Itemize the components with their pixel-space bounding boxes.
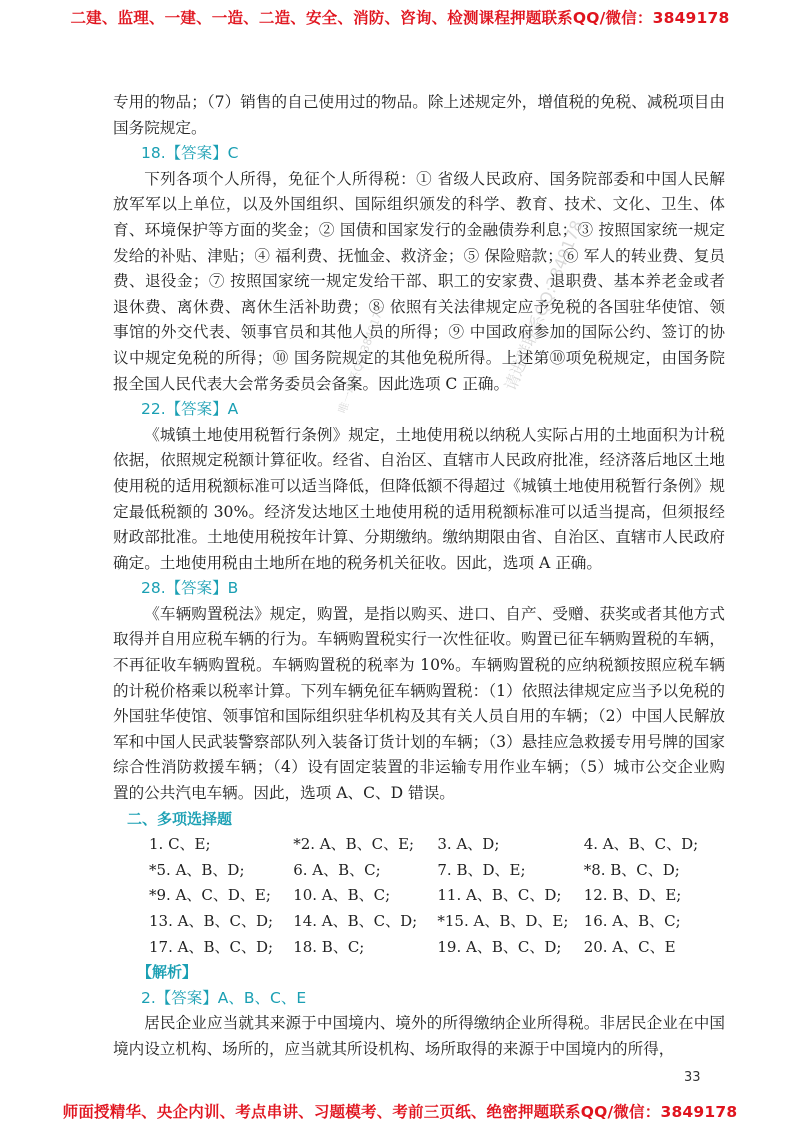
mc-answer: *8. B、C、D; — [583, 860, 680, 879]
paragraph-22: 《城镇土地使用税暂行条例》规定，土地使用税以纳税人实际占用的土地面积为计税依据，依照规定税额计算征收。经省、自治区、直辖市人民政府批准，经济落后地区土地使用税的适用税额标准可以适当降低，但降低额不得超过《城镇土地使用税暂行条例》规定最低税额的 30%。经济发达地区土地使用税的适用税额标准可以适当提高，但须报经财政部批准。土地使用税按年计算、分期缴纳。缴纳期限由省、自治区、直辖市人民政府确定。土地使用税由土地所在地的税务机关征收。因此，选项 A 正确。 — [113, 425, 725, 572]
mc-answer: 6. A、B、C; — [293, 860, 381, 879]
page-number: 33 — [684, 1070, 701, 1085]
mc-answer: 18. B、C; — [293, 937, 365, 956]
mc-answer: 7. B、D、E; — [437, 860, 526, 879]
table-row — [149, 883, 725, 909]
watermark-text: 唯一联系QQ:3849178 — [335, 303, 388, 416]
paragraph-2: 居民企业应当就其来源于中国境内、境外的所得缴纳企业所得税。非居民企业在中国境内设立机构、场所的，应当就其所设机构、场所取得的来源于中国境内的所得， — [113, 1014, 725, 1058]
mc-answer: *9. A、C、D、E; — [149, 886, 271, 905]
answer-heading-28: 28.【答案】B — [141, 579, 239, 598]
mc-answer: *2. A、B、C、E; — [293, 835, 415, 854]
section-heading-multiple-choice: 二、多项选择题 — [127, 809, 233, 828]
mc-answer: 4. A、B、C、D; — [583, 835, 699, 854]
mc-answer: 17. A、B、C、D; — [149, 937, 274, 956]
table-row — [149, 909, 725, 935]
mc-answer: *5. A、B、D; — [149, 860, 245, 879]
table-row — [149, 935, 725, 961]
top-banner: 二建、监理、一建、一造、二造、安全、消防、咨询、检测课程押题联系QQ/微信：3849178 — [70, 9, 730, 27]
mc-answer: 10. A、B、C; — [293, 886, 391, 905]
mc-answer: 16. A、B、C; — [583, 912, 681, 930]
paragraph-continued: 专用的物品；（7）销售的自己使用过的物品。除上述规定外，增值税的免税、减税项目由国务院规定。 — [113, 93, 725, 137]
mc-answer: 1. C、E; — [149, 835, 211, 854]
bottom-banner: 师面授精华、央企内训、考点串讲、习题模考、考前三页纸、绝密押题联系QQ/微信：3849178 — [62, 1103, 738, 1121]
table-row — [149, 832, 725, 858]
paragraph-18: 下列各项个人所得，免征个人所得税：① 省级人民政府、国务院部委和中国人民解放军军以上单位，以及外国组织、国际组织颁发的科学、教育、技术、文化、卫生、体育、环境保护等方面的奖金；② 国债和国家发行的金融债券利息；③ 按照国家统一规定发给的补贴、津贴；④ 福利费、抚恤金、救济金；⑤ 保险赔款；⑥ 军人的转业费、复员费、退役金；⑦ 按照国家统一规定发给干部、职工的安家费、退职费、基本养老金或者退休费、离休费、离休生活补助费；⑧ 依照有关法律规定应予免税的各国驻华使馆、领事馆的外交代表、领事官员和其他人员的所得；⑨ 中国政府参加的国际公约、签订的协议中规定免税的所得；⑩ 国务院规定的其他免税所得。上述第⑩项免税规定，由国务院报全国人民代表大会常务委员会备案。因此选项 C 正确。 — [113, 169, 725, 393]
watermark-text: 请进群联系QQ:3849178 — [500, 217, 587, 394]
answer-heading-18: 18.【答案】C — [141, 144, 239, 163]
mc-answer: 14. A、B、C、D; — [293, 912, 418, 930]
page-content — [113, 90, 725, 1063]
analysis-heading: 【解析】 — [137, 963, 198, 982]
mc-answer: *15. A、B、D、E; — [437, 912, 569, 930]
table-row — [149, 858, 725, 884]
mc-answer: 19. A、B、C、D; — [437, 937, 562, 956]
mc-answer: 3. A、D; — [437, 835, 500, 854]
mc-answer: 13. A、B、C、D; — [149, 912, 274, 930]
mc-answer: 12. B、D、E; — [583, 886, 682, 905]
answer-heading-2: 2.【答案】A、B、C、E — [141, 988, 307, 1007]
mc-answer-table — [149, 832, 725, 960]
paragraph-28: 《车辆购置税法》规定，购置，是指以购买、进口、自产、受赠、获奖或者其他方式取得并自用应税车辆的行为。车辆购置税实行一次性征收。购置已征车辆购置税的车辆，不再征收车辆购置税。车辆购置税的税率为 10%。车辆购置税的应纳税额按照应税车辆的计税价格乘以税率计算。下列车辆免征车辆购置税：（1）依照法律规定应当予以免税的外国驻华使馆、领事馆和国际组织驻华机构及其有关人员自用的车辆；（2）中国人民解放军和中国人民武装警察部队列入装备订货计划的车辆；（3）悬挂应急救援专用号牌的国家综合性消防救援车辆；（4）设有固定装置的非运输专用作业车辆；（5）城市公交企业购置的公共汽电车辆。因此，选项 A、C、D 错误。 — [113, 604, 725, 803]
mc-answer: 20. A、C、E — [583, 937, 676, 956]
answer-heading-22: 22.【答案】A — [141, 400, 239, 419]
mc-answer: 11. A、B、C、D; — [437, 886, 562, 905]
